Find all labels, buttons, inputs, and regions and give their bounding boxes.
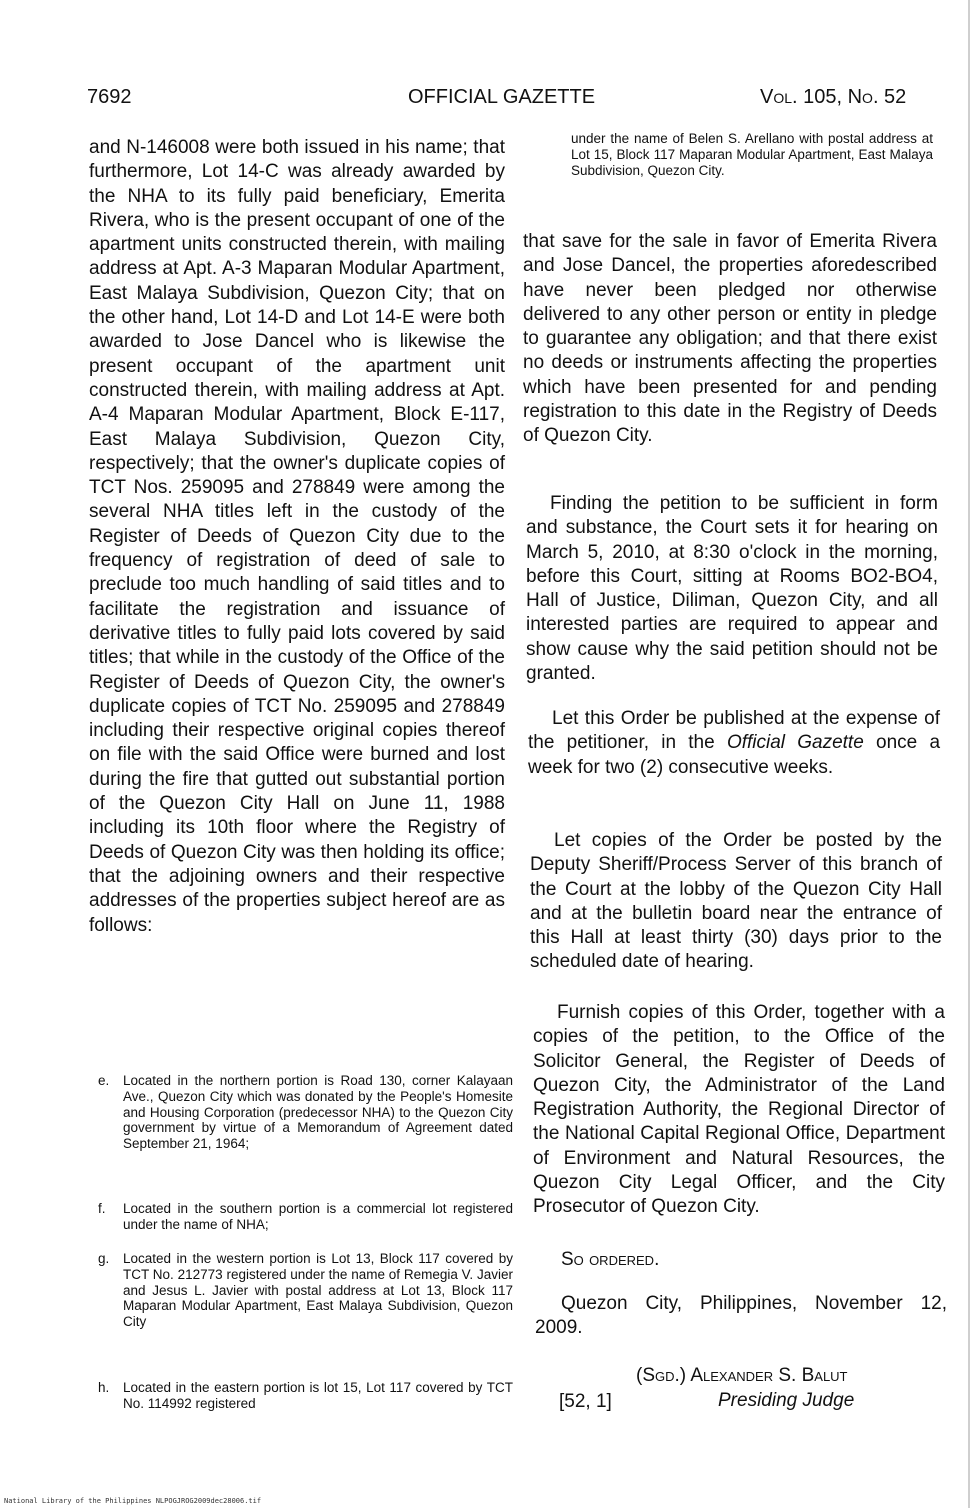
right-paragraph-3 <box>528 707 940 780</box>
continuation-text: under the name of Belen S. Arellano with postal address at Lot 15, Block 117 Maparan Modular Apartment, East Malaya Subdivision, Quezon City. <box>571 131 933 178</box>
volume-number: Vol. 105, No. 52 <box>760 86 907 108</box>
paragraph-text: Let copies of the Order be posted by the Deputy Sheriff/Process Server of this branch of the Court at the lobby of the Quezon City Hall and at the bulletin board near the entrance of this Hall at least thirty (30) days prior to the scheduled date of hearing. <box>530 830 942 973</box>
page-number: 7692 <box>87 86 132 108</box>
item-text: Located in the eastern portion is lot 15, Lot 117 covered by TCT No. 114992 registered <box>123 1380 513 1411</box>
paragraph-text <box>528 707 940 780</box>
item-label: e. <box>98 1073 110 1088</box>
text-part: once a week for two (2) consecutive weeks. <box>528 732 941 778</box>
scan-footer: National Library of the Philippines NLPOGJROG2009dec28006.tif <box>4 1497 262 1505</box>
list-item-e <box>98 1073 513 1152</box>
left-column <box>89 136 505 938</box>
paragraph-text: Furnish copies of this Order, together with a copies of the petition, to the Office of the Solicitor General, the Register of Deeds of Quezon City, the Administrator of the Land Registration Authority, the Regional Director of the National Capital Regional Office, Department of Environment and Natural Resources, the Quezon City Legal Officer, and the City Prosecutor of Quezon City. <box>533 1002 945 1218</box>
text-part: Let this Order be published at the expense of the petitioner, in the <box>528 708 940 754</box>
right-paragraph-4 <box>530 829 942 975</box>
item-text: Located in the western portion is Lot 13, Block 117 covered by TCT No. 212773 registered under the name of Remegia V. Javier and Jesus L. Javier with postal address at Lot 13, Block 117 Maparan Modular Apartment, East Malaya Subdivision, Quezon City <box>123 1251 513 1330</box>
right-paragraph-2 <box>526 492 938 686</box>
list-item-f <box>98 1201 513 1233</box>
scan-edge <box>968 0 970 1508</box>
signatory-title: Presiding Judge <box>718 1390 855 1411</box>
item-label: h. <box>98 1380 110 1395</box>
left-main-paragraph: and N-146008 were both issued in his name; that furthermore, Lot 14-C was already awarded by the NHA to its fully paid beneficiary, Emerita Rivera, who is the present occupant of one of the apartment units constructed therein, with mailing address at Apt. A-3 Maparan Modular Apartment, East Malaya Subdivision, Quezon City; that on the other hand, Lot 14-D and Lot 14-E were both awarded to Jose Dancel who is likewise the present occupant of the apartment unit constructed therein, with mailing address at Apt. A-4 Maparan Modular Apartment, Block E-117, East Malaya Subdivision, Quezon City, respectively; that the owner's duplicate copies of TCT Nos. 259095 and 278849 were among the several NHA titles left in the custody of the Register of Deeds of Quezon City due to the frequency of registration of deed of sale to preclude too much handling of said titles and to facilitate the registration and issuance of derivative titles to fully paid lots covered by said titles; that while in the custody of the Office of the Register of Deeds of Quezon City, the owner's duplicate copies of TCT No. 259095 and 278849 including their respective original copies thereof on file with the said Office were burned and lost during the fire that gutted out substantial portion of the Quezon City Hall on June 11, 1988 including its 10th floor where the Registry of Deeds of Quezon City was then holding its office; that the adjoining owners and their respective addresses of the properties subject hereof are as follows: <box>89 137 505 936</box>
list-item-h <box>98 1380 513 1412</box>
signatory: (Sgd.) Alexander S. Balut <box>636 1365 848 1386</box>
so-ordered: So ordered. <box>561 1249 660 1270</box>
right-paragraph-1 <box>523 230 937 449</box>
paragraph-text: Quezon City, Philippines, November 12, 2009. <box>535 1293 947 1339</box>
place-date <box>535 1292 947 1341</box>
item-text: Located in the northern portion is Road 130, corner Kalayaan Ave., Quezon City which was donated by the People's Homesite and Housing Corporation (predecessor NHA) to the Quezon City government by virtue of a Memorandum of Agreement dated September 21, 1964; <box>123 1073 513 1152</box>
item-label: f. <box>98 1201 106 1216</box>
publication-title: OFFICIAL GAZETTE <box>408 86 596 108</box>
right-paragraph-5 <box>533 1001 945 1220</box>
publication-name: Official Gazette <box>726 732 864 754</box>
right-continuation <box>571 131 933 178</box>
paragraph-text: that save for the sale in favor of Emerita Rivera and Jose Dancel, the properties aforedescribed have never been pledged nor otherwise delivered to any other person or entity in pledge to guarantee any obligation; and that there exist no deeds or instruments affecting the properties which have been presented for and pending registration to this date in the Registry of Deeds of Quezon City. <box>523 231 937 447</box>
list-item-g <box>98 1251 513 1330</box>
item-text: Located in the southern portion is a commercial lot registered under the name of NHA; <box>123 1201 513 1232</box>
issue-reference: [52, 1] <box>559 1391 612 1412</box>
paragraph-text: Finding the petition to be sufficient in form and substance, the Court sets it for hearing on March 5, 2010, at 8:30 o'clock in the morning, before this Court, sitting at Rooms BO2-BO4, Hall of Justice, Diliman, Quezon City, and all interested parties are required to appear and show cause why the said petition should not be granted. <box>526 493 938 685</box>
item-label: g. <box>98 1251 110 1266</box>
